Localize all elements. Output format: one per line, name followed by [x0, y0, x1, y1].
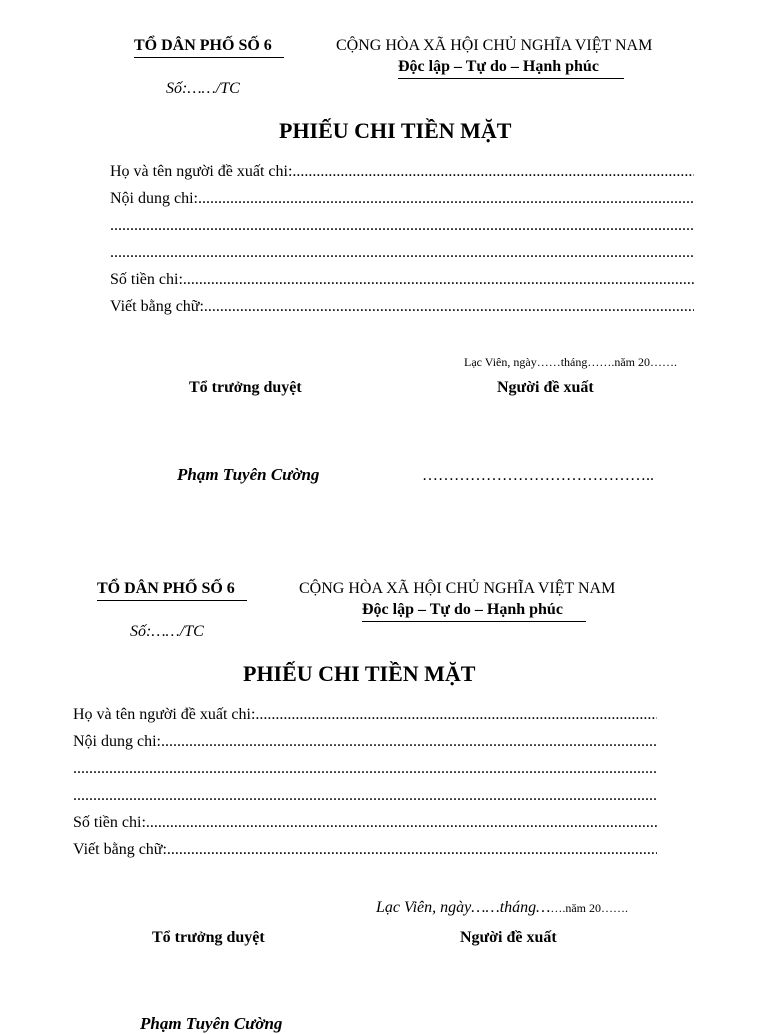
dotted-fill: [255, 705, 657, 725]
document-number: Số:……/TC: [166, 80, 240, 97]
org-name-underline: [97, 600, 247, 601]
org-name-underline: [134, 57, 284, 58]
motto-underline: [362, 621, 586, 622]
org-name: TỔ DÂN PHỐ SỐ 6: [97, 580, 235, 597]
date-line: Lạc Viên, ngày……tháng…….năm 20…….: [464, 355, 678, 369]
content-continuation-line-1: [73, 759, 657, 779]
amount-field-label: Số tiền chi:: [73, 814, 146, 831]
dotted-fill: [183, 270, 694, 290]
amount-words-field-label: Viết bằng chữ:: [73, 841, 167, 858]
dotted-fill: [198, 189, 694, 209]
dotted-fill: [204, 297, 694, 317]
dotted-fill: [110, 243, 694, 263]
republic-heading: CỘNG HÒA XÃ HỘI CHỦ NGHĨA VIỆT NAM: [336, 37, 653, 54]
dotted-fill: [167, 840, 657, 860]
dotted-fill: [146, 813, 657, 833]
dotted-fill: [73, 759, 657, 779]
amount-field: [110, 270, 694, 290]
dotted-fill: [110, 216, 694, 236]
amount-words-field: [110, 297, 694, 317]
proposer-signature-line: ……………………………………..: [422, 467, 654, 484]
amount-words-field-label: Viết bằng chữ:: [110, 298, 204, 315]
content-continuation-line-2: [73, 786, 657, 806]
proposer-field-label: Họ và tên người đề xuất chi:: [110, 163, 293, 180]
amount-field-label: Số tiền chi:: [110, 271, 183, 288]
approver-name: Phạm Tuyên Cường: [177, 465, 320, 484]
republic-heading: CỘNG HÒA XÃ HỘI CHỦ NGHĨA VIỆT NAM: [299, 580, 616, 597]
amount-field: [73, 813, 657, 833]
approver-name: Phạm Tuyên Cường: [140, 1014, 283, 1033]
date-line: [376, 899, 628, 917]
proposer-field-label: Họ và tên người đề xuất chi:: [73, 706, 256, 723]
date-year-text: ….năm 20…….: [550, 901, 629, 915]
org-name: TỔ DÂN PHỐ SỐ 6: [134, 37, 272, 54]
proposer-label: Người đề xuất: [460, 929, 557, 946]
proposer-label: Người đề xuất: [497, 379, 594, 396]
dotted-fill: [73, 786, 657, 806]
motto: Độc lập – Tự do – Hạnh phúc: [362, 601, 563, 618]
approver-label: Tổ trưởng duyệt: [152, 929, 265, 946]
content-field: [110, 189, 694, 209]
content-continuation-line-1: [110, 216, 694, 236]
form-title: PHIẾU CHI TIỀN MẶT: [279, 118, 512, 143]
dotted-fill: [292, 162, 694, 182]
proposer-field: [110, 162, 694, 182]
motto-underline: [398, 78, 624, 79]
content-field-label: Nội dung chi:: [73, 733, 161, 750]
content-continuation-line-2: [110, 243, 694, 263]
proposer-field: [73, 705, 657, 725]
dotted-fill: [161, 732, 657, 752]
document-number: Số:……/TC: [130, 623, 204, 640]
content-field-label: Nội dung chi:: [110, 190, 198, 207]
form-title: PHIẾU CHI TIỀN MẶT: [243, 661, 476, 686]
amount-words-field: [73, 840, 657, 860]
content-field: [73, 732, 657, 752]
motto: Độc lập – Tự do – Hạnh phúc: [398, 58, 599, 75]
approver-label: Tổ trưởng duyệt: [189, 379, 302, 396]
date-place-text: Lạc Viên, ngày……tháng…: [376, 899, 551, 916]
